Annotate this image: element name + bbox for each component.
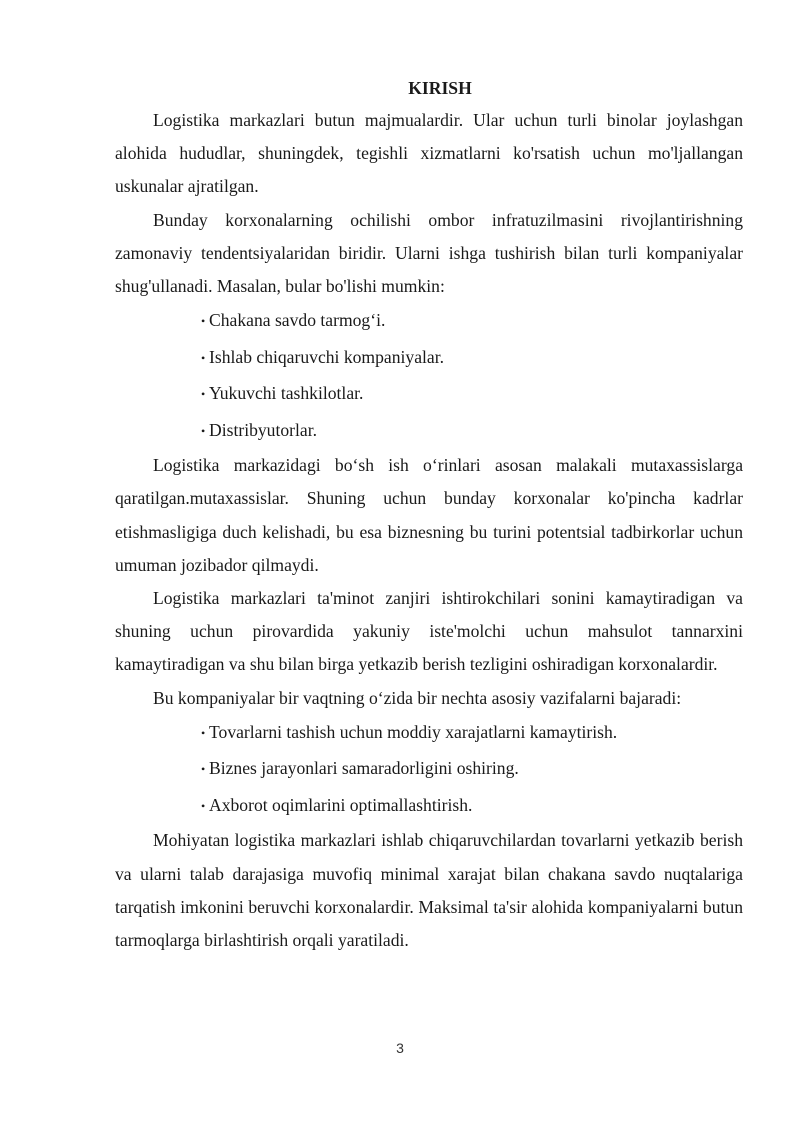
list-item-text: Tovarlarni tashish uchun moddiy xarajatlarni kamaytirish. xyxy=(209,721,618,742)
paragraph-enterprises: Bunday korxonalarning ochilishi ombor infratuzilmasini rivojlantirishning zamonaviy tendentsiyalaridan biridir. Ularni ishga tushirish bilan turli kompaniyalar shug'ullanadi. Masalan, bular bo'lishi mumkin: xyxy=(115,209,743,297)
list-item xyxy=(201,340,743,377)
bullet-icon: • xyxy=(201,350,206,365)
paragraph-conclusion: Mohiyatan logistika markazlari ishlab chiqaruvchilardan tovarlarni yetkazib berish va ularni talab darajasiga muvofiq minimal xarajat bilan chakana savdo nuqtalariga tarqatish imkonini beruvchi korxonalardir. Maksimal ta'sir alohida kompaniyalarni butun tarmoqlarga birlashtirish orqali yaratiladi. xyxy=(115,830,743,950)
bullet-icon: • xyxy=(201,762,206,777)
paragraph-tasks: Bu kompaniyalar bir vaqtning o‘zida bir nechta asosiy vazifalarni bajaradi: xyxy=(153,687,682,708)
list-item-text: Axborot oqimlarini optimallashtirish. xyxy=(209,794,473,815)
company-types-list xyxy=(115,303,743,449)
page-content xyxy=(115,74,743,957)
bullet-icon: • xyxy=(201,314,206,329)
list-item-text: Biznes jarayonlari samaradorligini oshiring. xyxy=(209,758,519,779)
list-item xyxy=(201,413,743,450)
list-item-text: Ishlab chiqaruvchi kompaniyalar. xyxy=(209,346,444,367)
page-number: 3 xyxy=(396,1040,404,1056)
list-item xyxy=(201,751,743,788)
bullet-icon: • xyxy=(201,387,206,402)
bullet-icon: • xyxy=(201,725,206,740)
list-item xyxy=(201,376,743,413)
section-title: KIRISH xyxy=(408,78,472,98)
list-item-text: Chakana savdo tarmog‘i. xyxy=(209,310,386,331)
bullet-icon: • xyxy=(201,798,206,813)
list-item xyxy=(201,788,743,825)
paragraph-intro: Logistika markazlari butun majmualardir. Ular uchun turli binolar joylashgan alohida hududlar, shuningdek, tegishli xizmatlarni ko'rsatish uchun mo'ljallangan uskunalar ajratilgan. xyxy=(115,110,743,197)
bullet-icon: • xyxy=(201,423,206,438)
list-item-text: Distribyutorlar. xyxy=(209,419,317,440)
paragraph-vacancies: Logistika markazidagi bo‘sh ish o‘rinlari asosan malakali mutaxassislarga qaratilgan.mutaxassislar. Shuning uchun bunday korxonalar ko'pincha kadrlar etishmasligiga duch kelishadi, bu esa biznesning bu turini potentsial tadbirkorlar uchun umuman jozibador qilmaydi. xyxy=(115,455,743,575)
list-item xyxy=(201,303,743,340)
paragraph-supply-chain: Logistika markazlari ta'minot zanjiri ishtirokchilari sonini kamaytiradigan va shuning uchun pirovardida yakuniy iste'molchi uchun mahsulot tannarxini kamaytiradigan va shu bilan birga yetkazib berish tezligini oshiradigan korxonalardir. xyxy=(115,588,743,675)
list-item-text: Yukuvchi tashkilotlar. xyxy=(209,383,364,404)
tasks-list xyxy=(115,715,743,825)
list-item xyxy=(201,715,743,752)
